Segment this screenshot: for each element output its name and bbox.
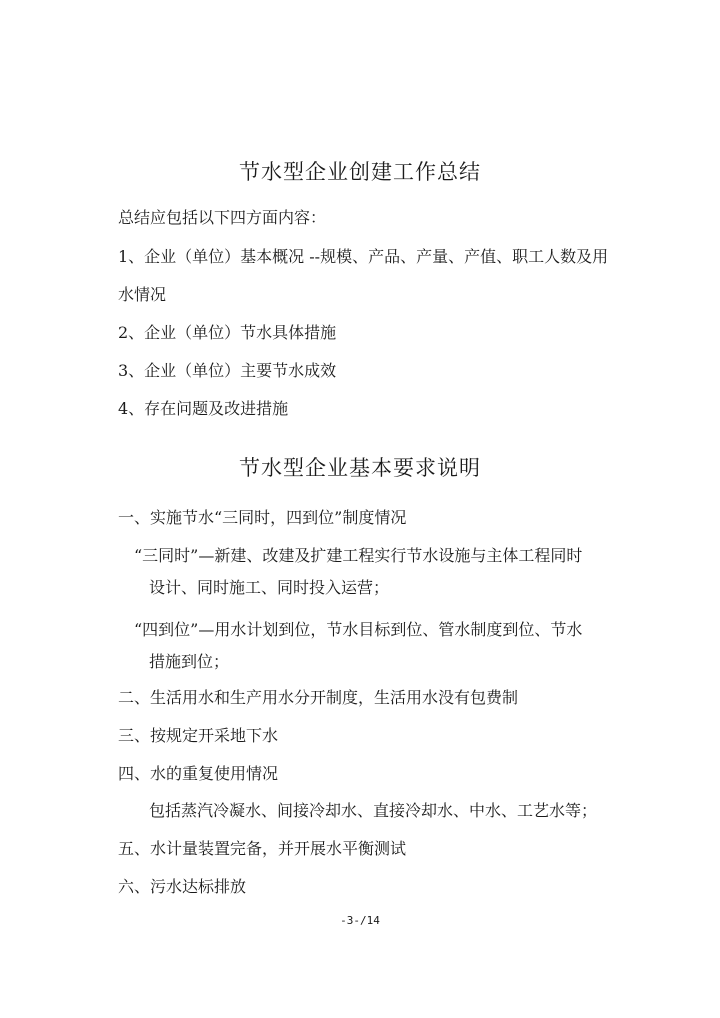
requirement-2: 二、生活用水和生产用水分开制度，生活用水没有包费制 xyxy=(118,688,519,707)
requirement-4: 四、水的重复使用情况 xyxy=(118,764,279,783)
requirement-3: 三、按规定开采地下水 xyxy=(118,726,279,745)
requirement-1-three-simultaneous: “三同时”—新建、改建及扩建工程实行节水设施与主体工程同时 xyxy=(134,546,583,565)
section-title-requirements: 节水型企业基本要求说明 xyxy=(239,456,481,480)
requirement-5: 五、水计量装置完备，并开展水平衡测试 xyxy=(118,839,407,858)
summary-item-4: 4、存在问题及改进措施 xyxy=(118,399,289,418)
summary-item-3: 3、企业（单位）主要节水成效 xyxy=(118,361,337,380)
requirement-1: 一、实施节水“三同时，四到位”制度情况 xyxy=(118,508,407,527)
page-number: -3-/14 xyxy=(340,914,380,927)
requirement-1-three-simultaneous-continued: 设计、同时施工、同时投入运营； xyxy=(149,578,390,597)
summary-item-1-continued: 水情况 xyxy=(118,285,167,304)
summary-item-1: 1、企业（单位）基本概况 --规模、产品、产量、产值、职工人数及用 xyxy=(118,247,609,266)
requirement-6: 六、污水达标排放 xyxy=(118,877,247,896)
requirement-1-four-in-place-continued: 措施到位； xyxy=(149,652,230,671)
summary-item-2: 2、企业（单位）节水具体措施 xyxy=(118,323,337,342)
section-title-summary: 节水型企业创建工作总结 xyxy=(239,160,481,184)
requirement-4-details: 包括蒸汽冷凝水、间接冷却水、直接冷却水、中水、工艺水等； xyxy=(149,801,598,820)
requirement-1-four-in-place: “四到位”—用水计划到位，节水目标到位、管水制度到位、节水 xyxy=(134,620,583,639)
intro-text: 总结应包括以下四方面内容： xyxy=(118,208,327,227)
